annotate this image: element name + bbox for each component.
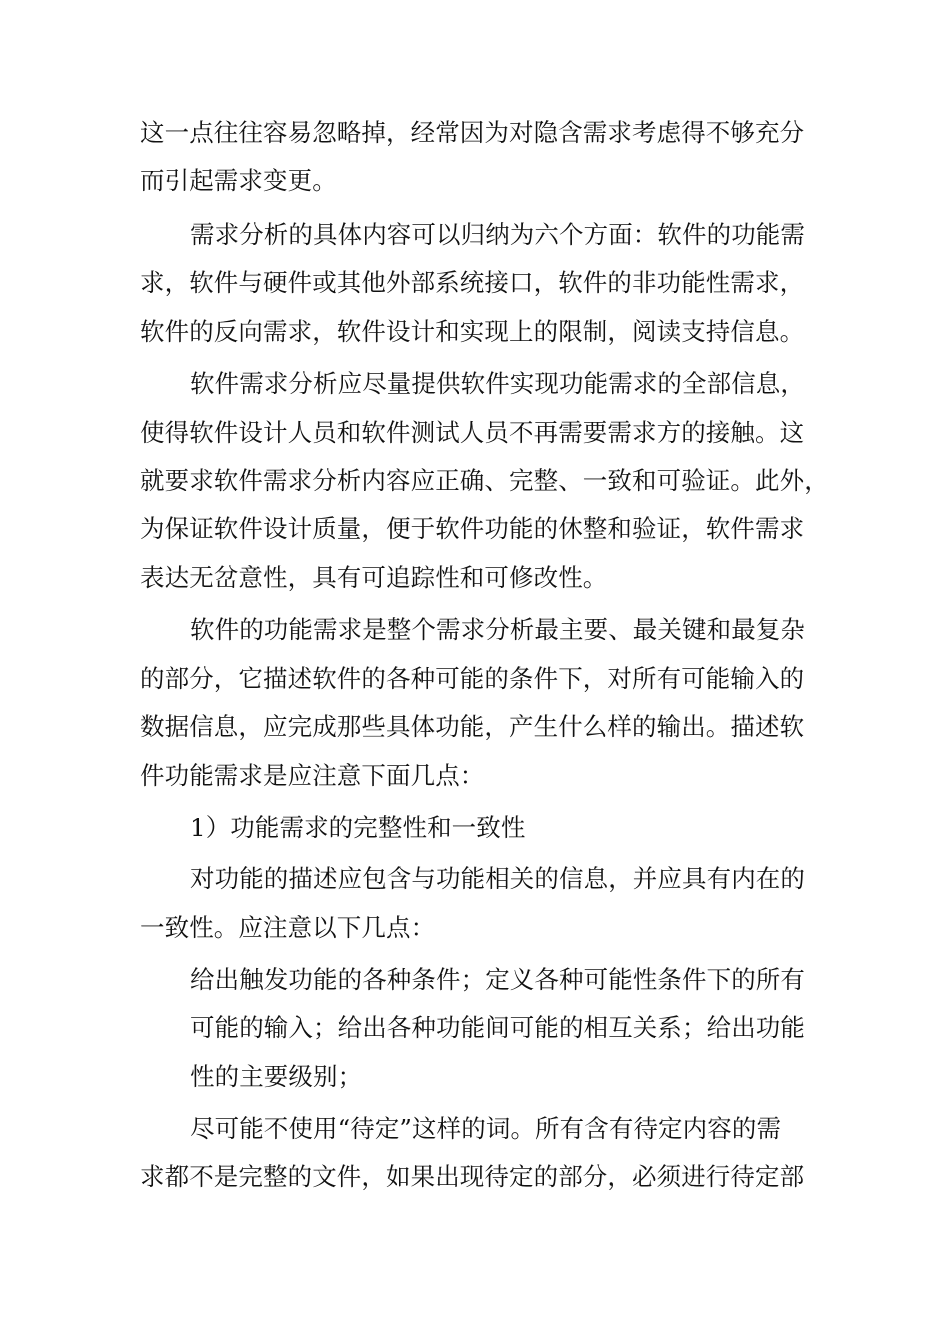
text-line-3: 需求分析的具体内容可以归纳为六个方面：软件的功能需 — [190, 220, 805, 249]
text-line-17: 一致性。应注意以下几点： — [140, 913, 436, 942]
text-line-20: 性的主要级别； — [190, 1062, 363, 1091]
text-line-19: 可能的输入；给出各种功能间可能的相互关系；给出功能 — [190, 1013, 805, 1042]
text-line-11: 软件的功能需求是整个需求分析最主要、最关键和最复杂 — [190, 615, 805, 644]
text-line-1: 这一点往往容易忽略掉，经常因为对隐含需求考虑得不够充分 — [140, 118, 805, 147]
text-line-9: 为保证软件设计质量，便于软件功能的休整和验证，软件需求 — [140, 514, 805, 543]
text-line-4: 求，软件与硬件或其他外部系统接口，软件的非功能性需求， — [140, 268, 805, 297]
text-line-14: 件功能需求是应注意下面几点： — [140, 761, 485, 790]
text-line-2: 而引起需求变更。 — [140, 166, 337, 195]
text-line-16: 对功能的描述应包含与功能相关的信息，并应具有内在的 — [190, 864, 805, 893]
text-line-10: 表达无岔意性，具有可追踪性和可修改性。 — [140, 563, 608, 592]
text-line-13: 数据信息，应完成那些具体功能，产生什么样的输出。描述软 — [140, 712, 805, 741]
text-line-22: 求都不是完整的文件，如果出现待定的部分，必须进行待定部 — [140, 1162, 805, 1191]
text-line-8: 就要求软件需求分析内容应正确、完整、一致和可验证。此外， — [140, 466, 829, 495]
text-line-18: 给出触发功能的各种条件；定义各种可能性条件下的所有 — [190, 965, 805, 994]
text-line-21: 尽可能不使用“待定”这样的词。所有含有待定内容的需 — [190, 1114, 782, 1143]
text-line-12: 的部分，它描述软件的各种可能的条件下，对所有可能输入的 — [140, 664, 805, 693]
text-line-5: 软件的反向需求，软件设计和实现上的限制，阅读支持信息。 — [140, 317, 805, 346]
text-line-6: 软件需求分析应尽量提供软件实现功能需求的全部信息， — [190, 369, 805, 398]
text-line-7: 使得软件设计人员和软件测试人员不再需要需求方的接触。这 — [140, 418, 805, 447]
text-line-15: 1）功能需求的完整性和一致性 — [190, 813, 526, 842]
